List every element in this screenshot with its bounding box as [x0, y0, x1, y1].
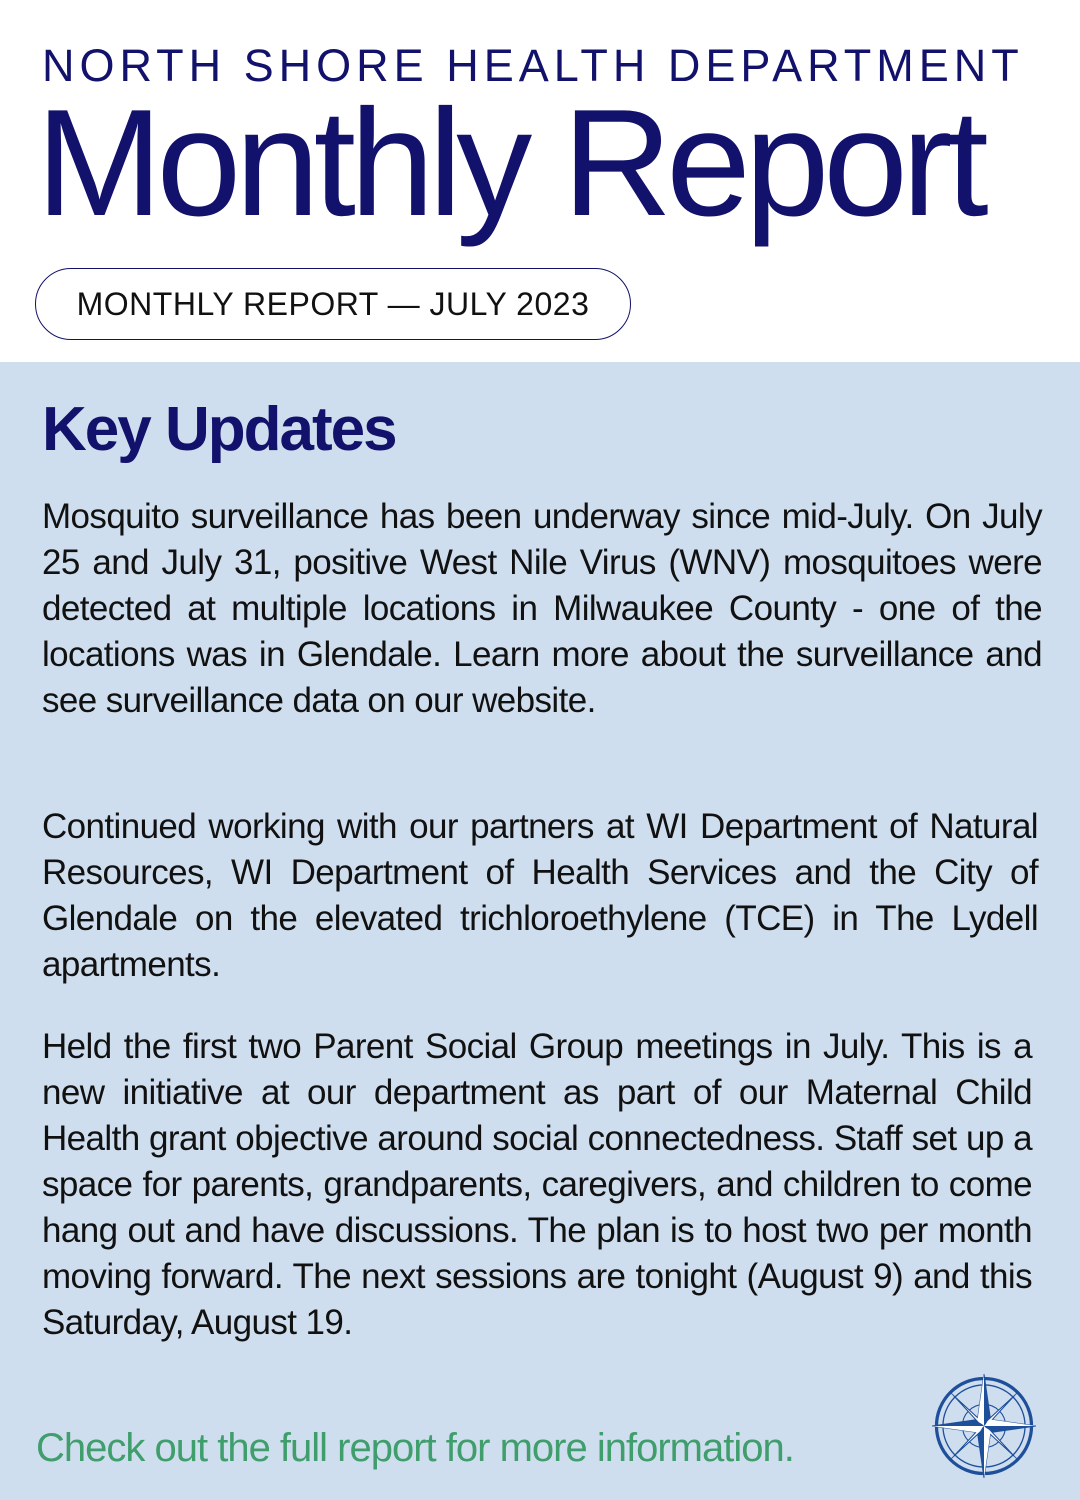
key-updates-panel [0, 362, 1080, 1500]
update-paragraph-mosquito: Mosquito surveillance has been underway since mid-July. On July 25 and July 31, positive West Nile Virus (WNV) mosquitoes were detected at multiple locations in Milwaukee County - one of the locations was in Glendale. Learn more about the surveillance and see surveillance data on our website. [42, 497, 1042, 720]
header [0, 0, 1080, 362]
full-report-link[interactable]: Check out the full report for more information. [36, 1426, 794, 1470]
organization-name: NORTH SHORE HEALTH DEPARTMENT [42, 40, 1024, 91]
report-date-pill [35, 268, 631, 340]
compass-rose-icon [930, 1372, 1038, 1480]
report-date-label: MONTHLY REPORT — JULY 2023 [76, 285, 590, 322]
update-paragraph-tce: Continued working with our partners at WI Department of Natural Resources, WI Department of Health Services and the City of Glendale on the elevated trichloroethylene (TCE) in The Lydell apartments. [42, 807, 1038, 984]
update-paragraph-parent-group: Held the first two Parent Social Group meetings in July. This is a new initiative at our department as part of our Maternal Child Health grant objective around social connectedness. Staff set up a space for parents, grandparents, caregivers, and children to come hang out and have discussions. The plan is to host two per month moving forward. The next sessions are tonight (August 9) and this Saturday, August 19. [42, 1027, 1032, 1342]
section-heading: Key Updates [42, 395, 396, 464]
report-title: Monthly Report [36, 78, 983, 248]
